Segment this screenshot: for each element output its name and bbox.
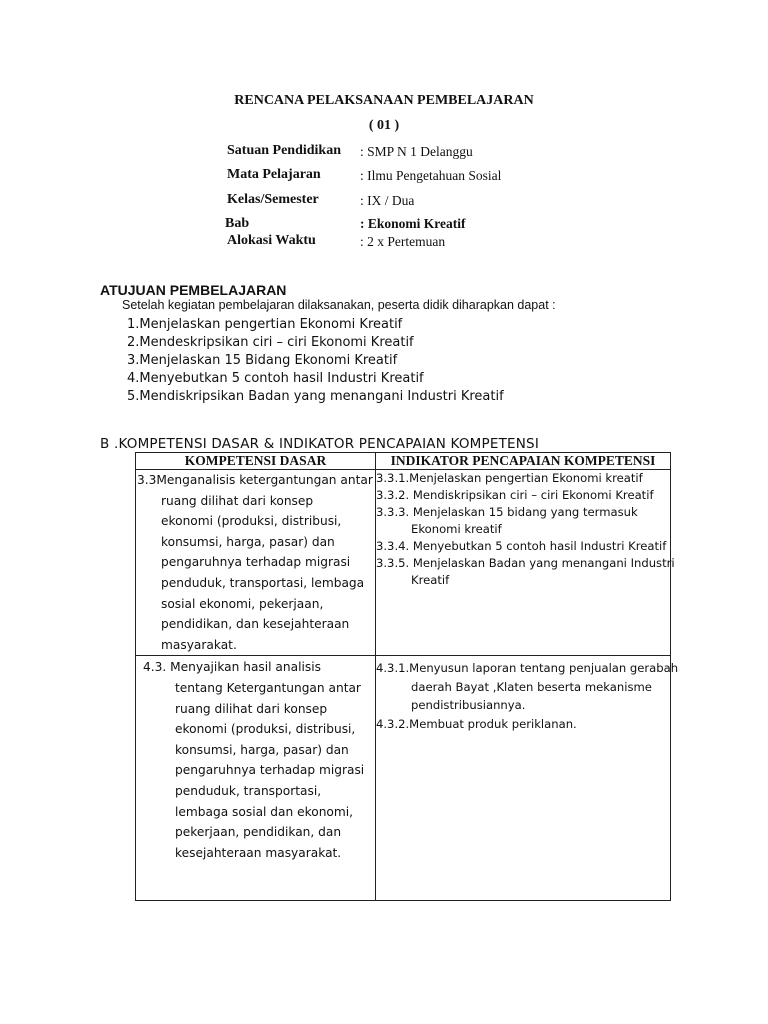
- kd-line: 3.3Menganalisis ketergantungan antar: [137, 473, 373, 487]
- kd-line: ruang dilihat dari konsep: [175, 701, 328, 716]
- kd-line: konsumsi, harga, pasar) dan: [161, 534, 335, 549]
- tujuan-item: 3.Menjelaskan 15 Bidang Ekonomi Kreatif: [127, 353, 398, 368]
- identity-value-satuan: : SMP N 1 Delanggu: [360, 144, 473, 159]
- ipk-line: 3.3.3. Menjelaskan 15 bidang yang termasuk: [376, 505, 638, 519]
- kd-line: 4.3. Menyajikan hasil analisis: [143, 660, 321, 675]
- ipk-line: Kreatif: [411, 573, 450, 587]
- table-row: [136, 656, 671, 901]
- kd-line: kesejahteraan masyarakat.: [175, 845, 342, 860]
- kd-line: penduduk, transportasi, lembaga: [161, 575, 365, 590]
- identity-value-alokasi: : 2 x Pertemuan: [360, 234, 446, 249]
- kd-line: penduduk, transportasi,: [175, 783, 322, 798]
- kd-line: ekonomi (produksi, distribusi,: [175, 722, 356, 737]
- kd-line: pengaruhnya terhadap migrasi: [161, 555, 351, 570]
- ipk-cell: [376, 656, 679, 901]
- ipk-line: Ekonomi kreatif: [411, 522, 502, 536]
- kd-line: ekonomi (produksi, distribusi,: [161, 514, 342, 529]
- tujuan-item: 5.Mendiskripsikan Badan yang menangani Industri Kreatif: [127, 389, 504, 404]
- kompetensi-table: [135, 452, 679, 901]
- kd-line: pengaruhnya terhadap migrasi: [175, 763, 365, 778]
- kd-line: masyarakat.: [161, 637, 237, 652]
- ipk-line: daerah Bayat ,Klaten beserta mekanisme: [411, 679, 652, 694]
- table-header-row: [136, 453, 671, 470]
- kompetensi-heading: B .KOMPETENSI DASAR & INDIKATOR PENCAPAIAN KOMPETENSI: [100, 436, 539, 452]
- identity-value-kelas: : IX / Dua: [360, 193, 415, 208]
- identity-value-mapel: : Ilmu Pengetahuan Sosial: [360, 168, 502, 183]
- tujuan-item: 2.Mendeskripsikan ciri – ciri Ekonomi Kreatif: [127, 335, 414, 350]
- column-header-ipk: INDIKATOR PENCAPAIAN KOMPETENSI: [376, 453, 671, 470]
- ipk-cell: [376, 470, 675, 656]
- kd-line: konsumsi, harga, pasar) dan: [175, 742, 349, 757]
- tujuan-intro: Setelah kegiatan pembelajaran dilaksanakan, peserta didik diharapkan dapat :: [122, 298, 556, 312]
- identity-label-mapel: Mata Pelajaran: [227, 167, 321, 182]
- tujuan-item: 1.Menjelaskan pengertian Ekonomi Kreatif: [127, 317, 403, 332]
- ipk-line: pendistribusiannya.: [411, 698, 526, 713]
- ipk-line: 4.3.1.Menyusun laporan tentang penjualan gerabah: [376, 661, 679, 676]
- identity-label-kelas: Kelas/Semester: [227, 192, 319, 207]
- kd-line: lembaga sosial dan ekonomi,: [175, 804, 354, 819]
- kd-line: tentang Ketergantungan antar: [175, 680, 361, 695]
- ipk-line: 4.3.2.Membuat produk periklanan.: [376, 716, 577, 731]
- ipk-line: 3.3.5. Menjelaskan Badan yang menangani Industri: [376, 556, 675, 570]
- kd-line: sosial ekonomi, pekerjaan,: [161, 596, 324, 611]
- column-header-kd: KOMPETENSI DASAR: [136, 453, 376, 470]
- identity-value-bab: : Ekonomi Kreatif: [360, 216, 466, 231]
- kd-cell: [136, 470, 376, 656]
- kd-line: pendidikan, dan kesejahteraan: [161, 617, 350, 632]
- identity-label-satuan: Satuan Pendidikan: [227, 143, 341, 158]
- tujuan-item: 4.Menyebutkan 5 contoh hasil Industri Kreatif: [127, 371, 424, 386]
- ipk-line: 3.3.2. Mendiskripsikan ciri – ciri Ekonomi Kreatif: [376, 488, 654, 502]
- kd-line: pekerjaan, pendidikan, dan: [175, 825, 342, 840]
- kd-line: ruang dilihat dari konsep: [161, 493, 314, 508]
- identity-label-bab: Bab: [225, 216, 250, 231]
- ipk-line: 3.3.4. Menyebutkan 5 contoh hasil Industri Kreatif: [376, 539, 667, 553]
- document-title: RENCANA PELAKSANAAN PEMBELAJARAN: [234, 93, 534, 108]
- identity-label-alokasi: Alokasi Waktu: [227, 233, 316, 248]
- kd-cell: [136, 656, 376, 901]
- ipk-line: 3.3.1.Menjelaskan pengertian Ekonomi kreatif: [376, 471, 643, 485]
- table-row: [136, 470, 671, 656]
- document-number: ( 01 ): [368, 118, 400, 133]
- tujuan-heading: ATUJUAN PEMBELAJARAN: [100, 282, 287, 298]
